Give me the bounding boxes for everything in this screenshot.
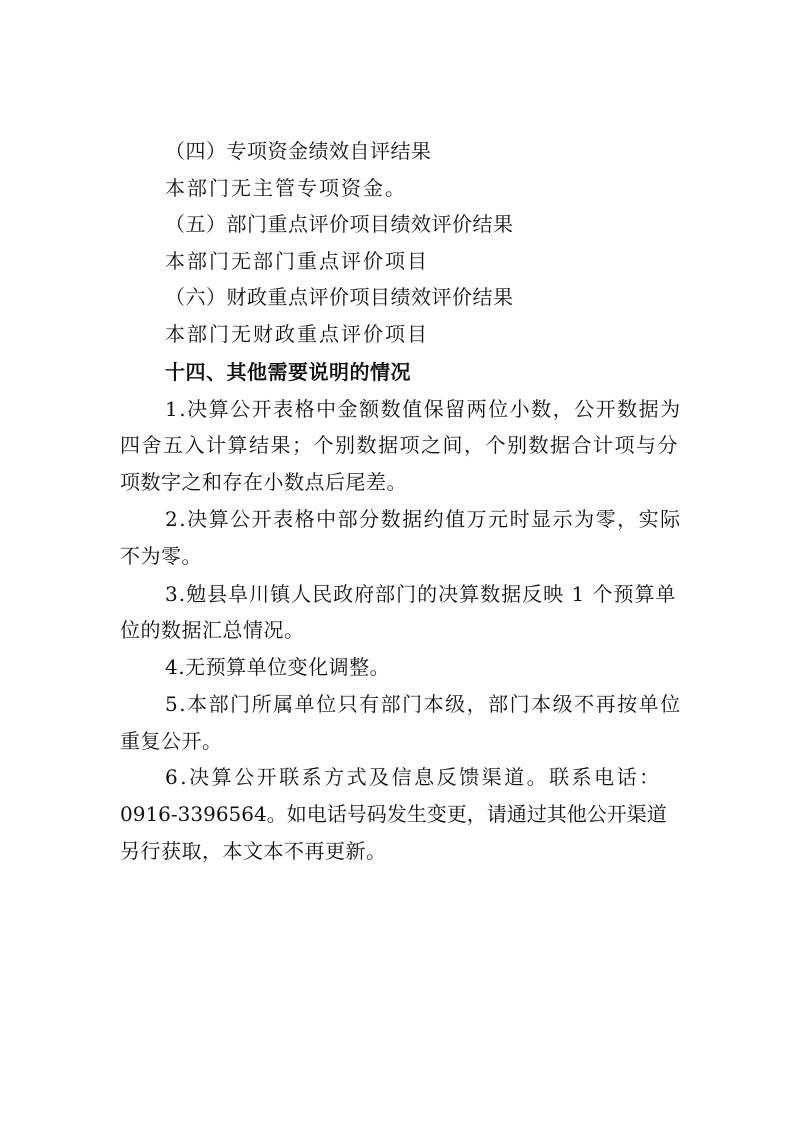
subheading-finance-key-projects: （六）财政重点评价项目绩效评价结果 bbox=[165, 285, 514, 309]
section-heading-other: 十四、其他需要说明的情况 bbox=[165, 360, 411, 384]
subheading-department-key-projects: （五）部门重点评价项目绩效评价结果 bbox=[165, 212, 514, 236]
paragraph-line: 1.决算公开表格中金额数值保留两位小数，公开数据为 bbox=[165, 397, 682, 421]
paragraph-line: 项数字之和存在小数点后尾差。 bbox=[120, 470, 407, 494]
paragraph-line: 四舍五入计算结果；个别数据项之间，个别数据合计项与分 bbox=[120, 433, 679, 457]
paragraph-line: 重复公开。 bbox=[120, 729, 223, 753]
subheading-special-funds: （四）专项资金绩效自评结果 bbox=[165, 139, 432, 163]
paragraph-line: 5.本部门所属单位只有部门本级，部门本级不再按单位 bbox=[165, 692, 682, 716]
paragraph-line: 不为零。 bbox=[120, 544, 202, 568]
paragraph-line: 另行获取，本文本不再更新。 bbox=[120, 839, 387, 863]
paragraph-department-key-projects: 本部门无部门重点评价项目 bbox=[165, 249, 429, 273]
paragraph-line: 3.勉县阜川镇人民政府部门的决算数据反映 1 个预算单 bbox=[165, 582, 677, 606]
paragraph-line: 位的数据汇总情况。 bbox=[120, 618, 305, 642]
paragraph-special-funds: 本部门无主管专项资金。 bbox=[165, 176, 407, 200]
paragraph-line: 2.决算公开表格中部分数据约值万元时显示为零，实际 bbox=[165, 507, 682, 531]
contact-phone-line: 0916-3396564。如电话号码发生变更，请通过其他公开渠道 bbox=[120, 802, 667, 826]
paragraph-line: 6.决算公开联系方式及信息反馈渠道。联系电话： bbox=[165, 765, 662, 789]
paragraph-line: 4.无预算单位变化调整。 bbox=[165, 655, 391, 679]
paragraph-finance-key-projects: 本部门无财政重点评价项目 bbox=[165, 322, 429, 346]
